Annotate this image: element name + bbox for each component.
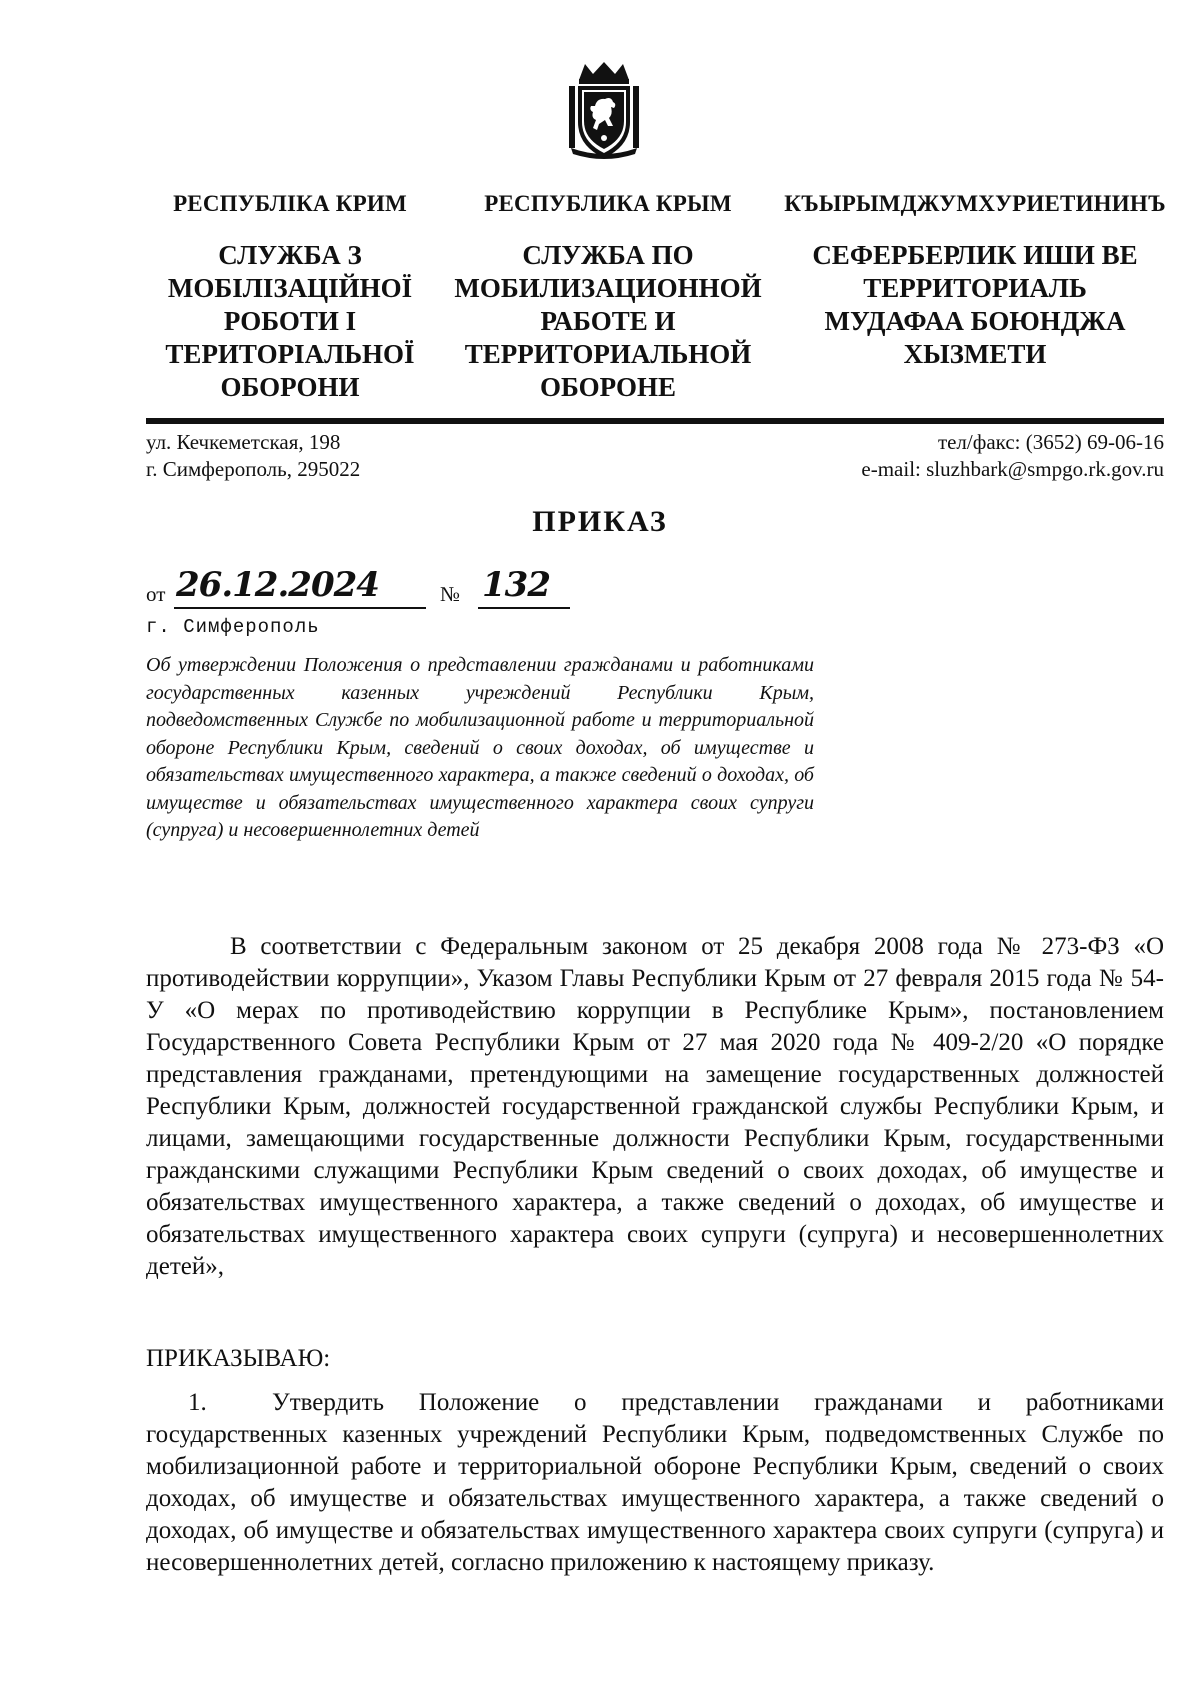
number-underline — [478, 607, 570, 609]
address-street: ул. Кечкеметская, 198 — [146, 430, 341, 454]
service-name-ua: СЛУЖБА З МОБІЛІЗАЦІЙНОЇ РОБОТИ І ТЕРИТОРІАЛЬНОЇ ОБОРОНИ — [165, 240, 415, 402]
order-number: 132 — [482, 565, 550, 605]
date-prefix: от — [146, 582, 166, 606]
email-address: e-mail: sluzhbark@smpgo.rk.gov.ru — [861, 457, 1164, 481]
header-russian — [438, 190, 778, 404]
number-prefix: № — [440, 582, 461, 606]
republic-name-ua: РЕСПУБЛІКА КРИМ — [173, 191, 407, 216]
order-item — [146, 1387, 1164, 1579]
coat-of-arms-emblem — [567, 60, 641, 162]
order-directive: ПРИКАЗЫВАЮ: — [146, 1345, 331, 1372]
preamble-paragraph: В соответствии с Федеральным законом от 25 декабря 2008 года № 273-ФЗ «О противодействии коррупции», Указом Главы Республики Крым от 27 февраля 2015 года № 54-У «О мерах по противодействию коррупции в Республике Крым», постановлением Государственного Совета Республики Крым от 27 мая 2020 года № 409-2/20 «О порядке представления гражданами, претендующими на замещение государственных должностей Республики Крым, должностей государственной гражданской службы Республики Крым, и лицами, замещающими государственные должности Республики Крым, государственными гражданскими служащими Республики Крым сведений о своих доходах, об имуществе и обязательствах имущественного характера, а также сведений о доходах, об имуществе и обязательствах имущественного характера своих супруги (супруга) и несовершеннолетних детей», — [146, 933, 1164, 1280]
header-crimean-tatar — [782, 190, 1168, 371]
item-number: 1. — [188, 1389, 207, 1416]
issue-city: г. Симферополь — [146, 616, 320, 638]
republic-name-crh: КЪЫРЫМДЖУМХУРИЕТИНИНЪ — [784, 191, 1166, 216]
date-underline — [174, 607, 426, 609]
order-subject: Об утверждении Положения о представлении гражданами и работниками государственных казенных учреждений Республики Крым, подведомственных Службе по мобилизационной работе и территориальной обороне Республики Крым, сведений о своих доходах, об имуществе и обязательствах имущественного характера, а также сведений о доходах, об имуществе и обязательствах имущественного характера своих супруги (супруга) и несовершеннолетних детей — [146, 654, 814, 841]
service-name-crh: СЕФЕРБЕРЛИК ИШИ ВЕ ТЕРРИТОРИАЛЬ МУДАФАА БОЮНДЖА ХЫЗМЕТИ — [812, 240, 1138, 369]
service-name-ru: СЛУЖБА ПО МОБИЛИЗАЦИОННОЙ РАБОТЕ И ТЕРРИТОРИАЛЬНОЙ ОБОРОНЕ — [454, 240, 762, 402]
address-city: г. Симферополь, 295022 — [146, 457, 361, 481]
header-ukrainian — [140, 190, 440, 404]
header-divider — [146, 418, 1164, 424]
phone-fax: тел/факс: (3652) 69-06-16 — [937, 430, 1164, 454]
document-title: ПРИКАЗ — [532, 505, 668, 538]
postal-address — [146, 429, 360, 483]
item-text: Утвердить Положение о представлении гражданами и работниками государственных казенных учреждений Республики Крым, подведомственных Службе по мобилизационной работе и территориальной обороне Республики Крым, сведений о своих доходах, об имуществе и обязательствах имущественного характера, а также сведений о доходах, об имуществе и обязательствах имущественного характера своих супруги (супруга) и несовершеннолетних детей, согласно приложению к настоящему приказу. — [146, 1389, 1164, 1576]
contact-info — [861, 429, 1164, 483]
order-date: 26.12.2024 — [176, 565, 379, 605]
republic-name-ru: РЕСПУБЛИКА КРЫМ — [484, 191, 732, 216]
